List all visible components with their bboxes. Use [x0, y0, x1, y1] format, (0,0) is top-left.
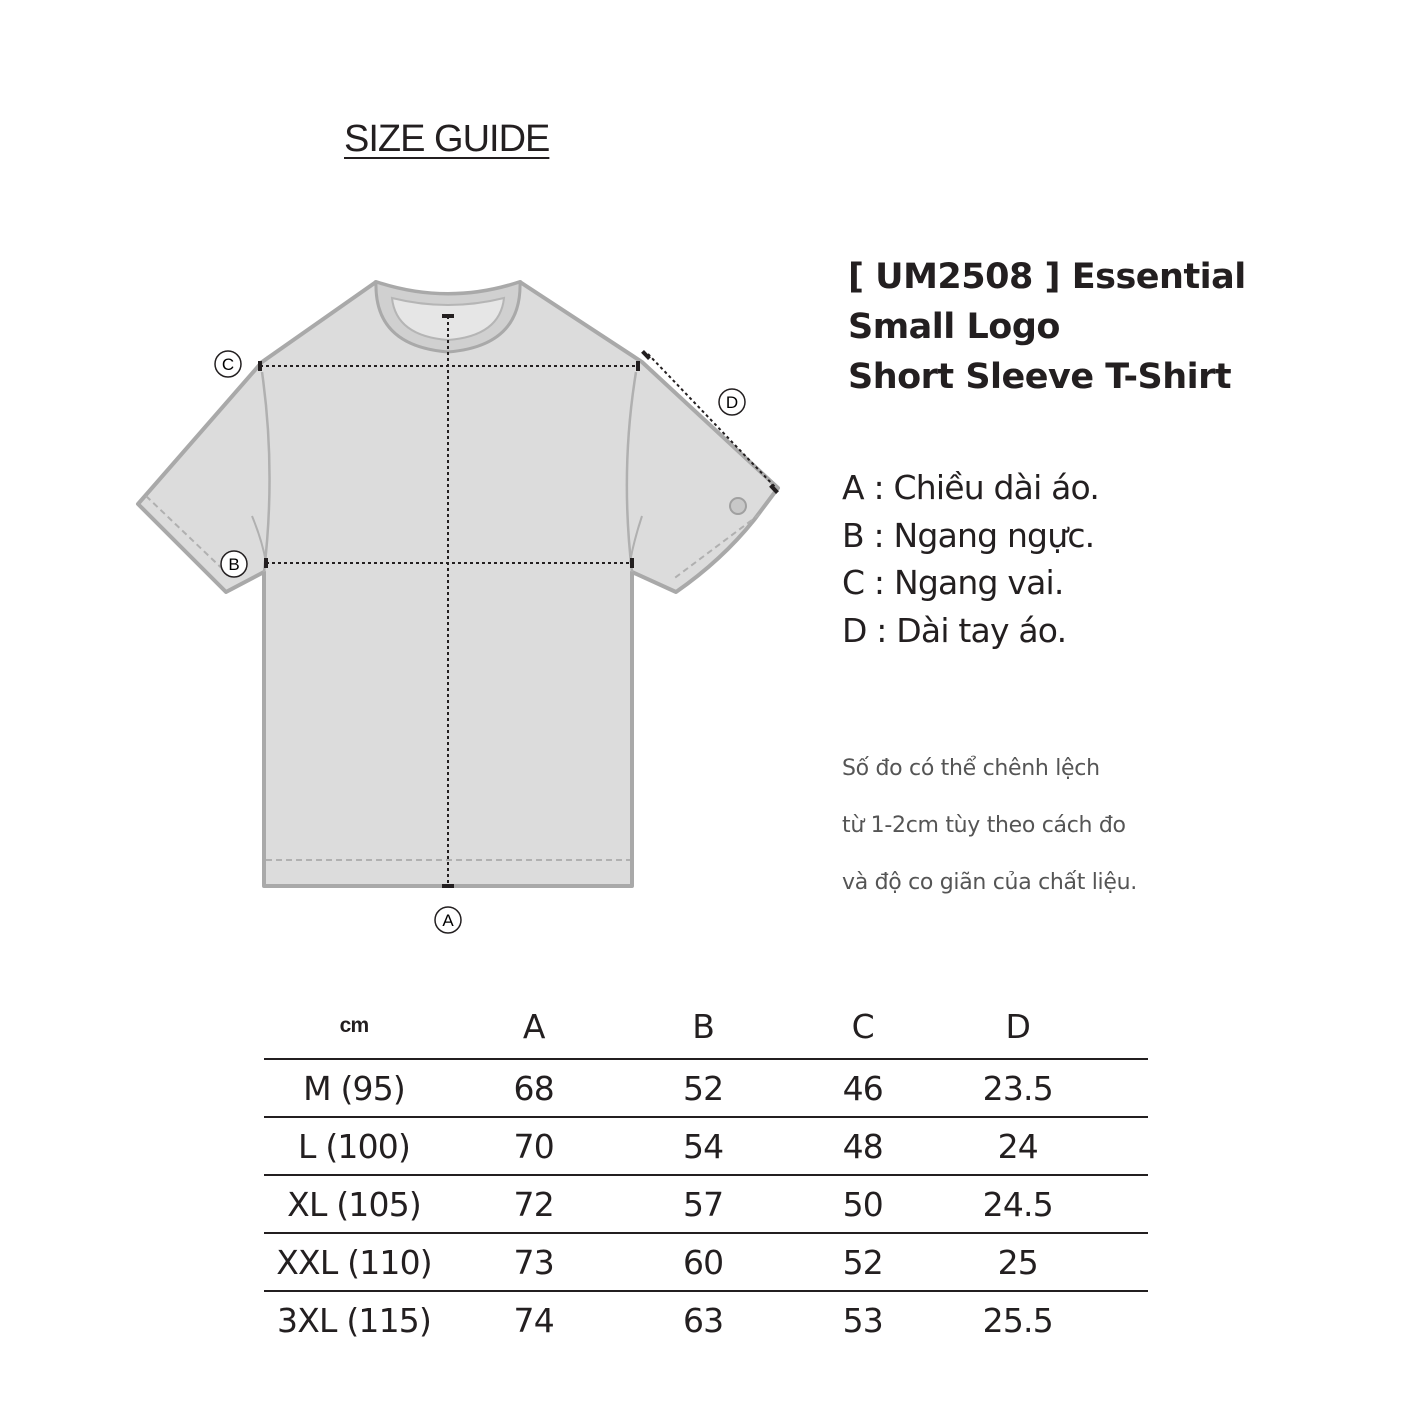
column-header-b: B [692, 1006, 715, 1046]
value-cell: 60 [623, 1233, 783, 1291]
svg-text:A: A [442, 911, 454, 930]
column-header-d: D [1005, 1006, 1031, 1046]
table-row [264, 1291, 1148, 1348]
column-header-a: A [522, 1006, 545, 1046]
legend-item-b: B : Ngang ngực. [842, 515, 1095, 555]
value-cell: 23.5 [943, 1059, 1093, 1117]
value-cell: 48 [783, 1117, 943, 1175]
marker-b [221, 551, 247, 577]
size-cell: 3XL (115) [264, 1291, 444, 1348]
value-cell: 52 [783, 1233, 943, 1291]
value-cell: 52 [623, 1059, 783, 1117]
size-cell: XXL (110) [264, 1233, 444, 1291]
value-cell: 68 [444, 1059, 623, 1117]
product-name [848, 252, 1246, 402]
svg-text:D: D [725, 393, 739, 412]
note-line: Số đo có thể chênh lệch [842, 756, 1100, 781]
page-title: SIZE GUIDE [344, 118, 550, 160]
value-cell: 25.5 [943, 1291, 1093, 1348]
legend-item-d: D : Dài tay áo. [842, 610, 1067, 650]
t-shirt-diagram [0, 0, 800, 960]
legend-item-a: A : Chiều dài áo. [842, 468, 1100, 507]
product-name-line: Small Logo [848, 307, 1060, 347]
value-cell: 72 [444, 1175, 623, 1233]
logo-patch [730, 498, 746, 514]
table-row [264, 1059, 1148, 1117]
marker-a [435, 907, 461, 933]
marker-c [215, 351, 241, 377]
svg-text:B: B [228, 555, 240, 574]
svg-text:C: C [221, 355, 235, 374]
value-cell: 46 [783, 1059, 943, 1117]
legend-item-c: C : Ngang vai. [842, 563, 1064, 602]
size-table [264, 994, 1148, 1348]
size-cell: M (95) [264, 1059, 444, 1117]
unit-header: cm [339, 1014, 369, 1037]
value-cell: 57 [623, 1175, 783, 1233]
value-cell: 74 [444, 1291, 623, 1348]
measurement-legend [842, 464, 1099, 654]
value-cell: 54 [623, 1117, 783, 1175]
value-cell: 53 [783, 1291, 943, 1348]
value-cell: 63 [623, 1291, 783, 1348]
table-row [264, 1175, 1148, 1233]
size-cell: L (100) [264, 1117, 444, 1175]
note-line: từ 1-2cm tùy theo cách đo [842, 813, 1126, 838]
value-cell: 24.5 [943, 1175, 1093, 1233]
product-name-line: [ UM2508 ] Essential [848, 257, 1246, 297]
value-cell: 73 [444, 1233, 623, 1291]
product-name-line: Short Sleeve T-Shirt [848, 357, 1232, 397]
marker-d [719, 389, 745, 415]
value-cell: 24 [943, 1117, 1093, 1175]
measurement-note [842, 740, 1137, 911]
value-cell: 25 [943, 1233, 1093, 1291]
column-header-c: C [851, 1006, 874, 1046]
table-header-row [264, 994, 1148, 1059]
value-cell: 70 [444, 1117, 623, 1175]
size-cell: XL (105) [264, 1175, 444, 1233]
note-line: và độ co giãn của chất liệu. [842, 870, 1137, 895]
table-row [264, 1233, 1148, 1291]
table-row [264, 1117, 1148, 1175]
value-cell: 50 [783, 1175, 943, 1233]
